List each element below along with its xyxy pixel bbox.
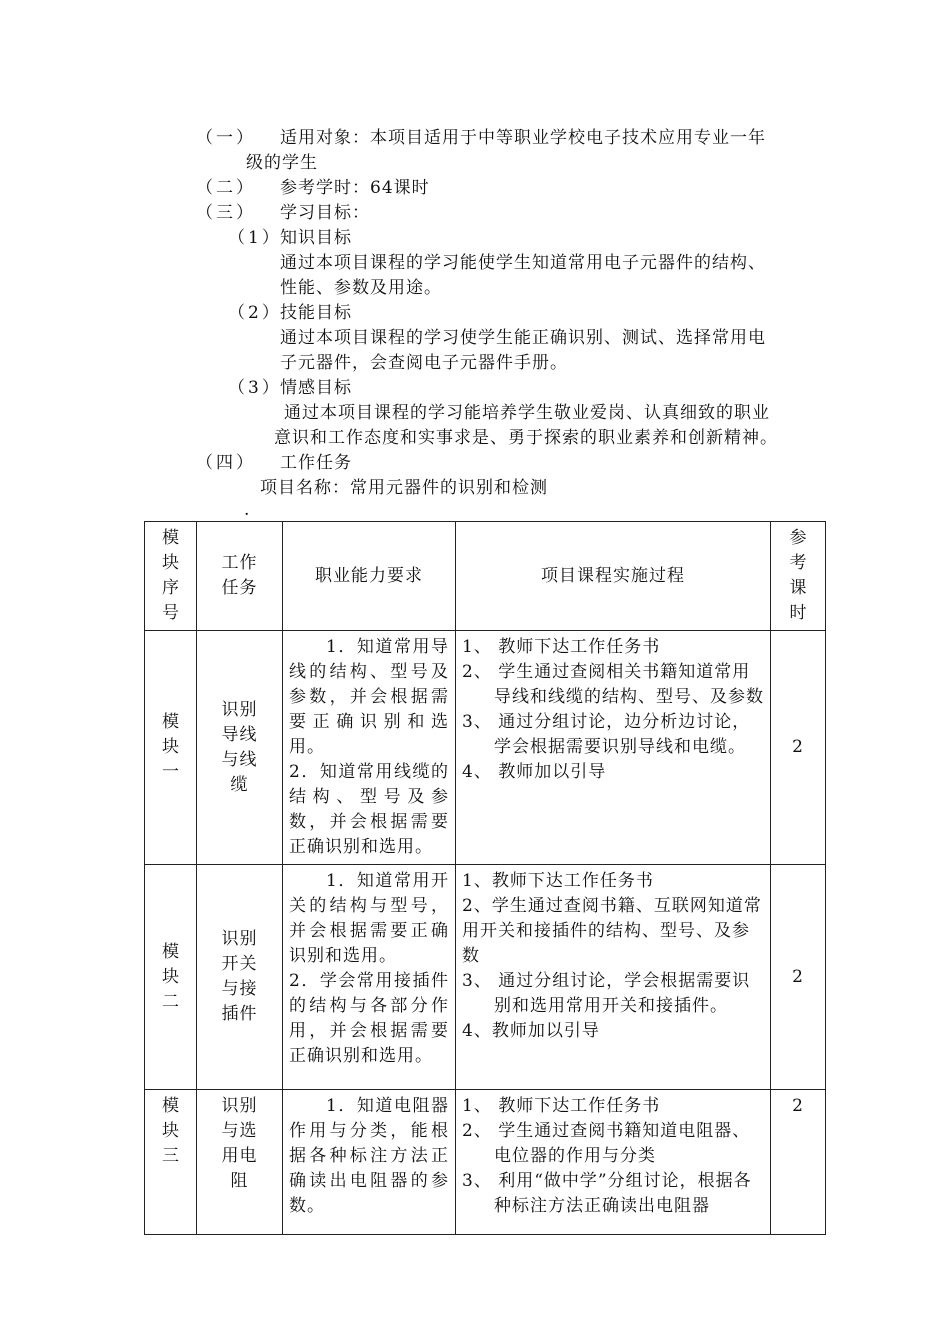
goal-3-line-2: 意识和工作态度和实事求是、勇于探索的职业素养和创新精神。 [274, 428, 778, 448]
goal-2-title: 技能目标 [280, 303, 352, 323]
goal-3-line-1: 通过本项目课程的学习能培养学生敬业爱岗、认真细致的职业 [284, 403, 770, 423]
section-1-number: （一） [196, 128, 256, 148]
header-process: 项目课程实施过程 [456, 522, 771, 631]
requirements-cell [283, 1090, 456, 1235]
process-step: 4、教师加以引导 [462, 1021, 600, 1041]
section-2-number: （二） [196, 178, 256, 198]
module-cell: 模块一 [145, 631, 197, 865]
process-step: 3、 通过分组讨论，学会根据需要识别和选用常用开关和接插件。 [462, 971, 751, 1016]
table-header-row [145, 522, 826, 631]
process-step: 2、 学生通过查阅相关书籍知道常用导线和线缆的结构、型号、及参数 [462, 662, 764, 707]
section-3-number: （三） [196, 203, 256, 223]
hours-cell: 2 [771, 631, 826, 865]
process-step: 2、 学生通过查阅书籍知道电阻器、电位器的作用与分类 [462, 1121, 751, 1166]
process-step: 2、学生通过查阅书籍、互联网知道常用开关和接插件的结构、型号、及参数 [462, 896, 762, 966]
table-row [145, 631, 826, 865]
process-cell [456, 1090, 771, 1235]
goal-3-title: 情感目标 [280, 378, 352, 398]
goal-3-number: （3） [228, 378, 282, 398]
section-3-text: 学习目标： [280, 203, 370, 223]
process-step: 3、 利用“做中学”分组讨论，根据各种标注方法正确读出电阻器 [462, 1171, 752, 1216]
requirement-item: 1．知道电阻器作用与分类，能根据各种标注方法正确读出电阻器的参数。 [289, 1096, 449, 1216]
header-hours: 参考课时 [771, 522, 826, 631]
requirement-item: 2．学会常用接插件的结构与各部分作用，并会根据需要正确识别和选用。 [289, 971, 449, 1066]
header-requirements: 职业能力要求 [283, 522, 456, 631]
header-task: 工作任务 [197, 522, 283, 631]
task-cell: 识别开关与接插件 [197, 865, 283, 1090]
table-row [145, 865, 826, 1090]
process-cell [456, 865, 771, 1090]
goal-2-line-2: 子元器件，会查阅电子元器件手册。 [280, 353, 568, 373]
task-cell: 识别与选用电阻 [197, 1090, 283, 1235]
task-cell: 识别导线与线缆 [197, 631, 283, 865]
requirements-cell [283, 631, 456, 865]
process-step: 1、 教师下达工作任务书 [462, 637, 661, 657]
section-2-text: 参考学时：64课时 [280, 178, 430, 198]
section-4-number: （四） [196, 453, 256, 473]
goal-1-title: 知识目标 [280, 228, 352, 248]
section-1-text: 适用对象：本项目适用于中等职业学校电子技术应用专业一年 [280, 128, 766, 148]
hours-cell: 2 [771, 1090, 826, 1235]
hours-cell: 2 [771, 865, 826, 1090]
goal-1-line-2: 性能、参数及用途。 [280, 278, 442, 298]
process-step: 1、教师下达工作任务书 [462, 871, 654, 891]
process-cell [456, 631, 771, 865]
process-step: 4、 教师加以引导 [462, 762, 607, 782]
stray-dot: . [244, 500, 250, 520]
requirements-cell [283, 865, 456, 1090]
goal-1-line-1: 通过本项目课程的学习能使学生知道常用电子元器件的结构、 [280, 253, 766, 273]
goal-2-number: （2） [228, 303, 282, 323]
process-step: 1、 教师下达工作任务书 [462, 1096, 661, 1116]
process-step: 3、 通过分组讨论，边分析边讨论，学会根据需要识别导线和电缆。 [462, 712, 751, 757]
goal-2-line-1: 通过本项目课程的学习使学生能正确识别、测试、选择常用电 [280, 328, 766, 348]
requirement-item: 1．知道常用导线的结构、型号及参数，并会根据需要正确识别和选用。 [289, 637, 449, 757]
requirement-item: 1．知道常用开关的结构与型号，并会根据需要正确识别和选用。 [289, 871, 449, 966]
requirement-item: 2．知道常用线缆的结构、型号及参数，并会根据需要正确识别和选用。 [289, 762, 449, 857]
section-1-continuation: 级的学生 [246, 153, 318, 173]
goal-1-number: （1） [228, 228, 282, 248]
task-table [144, 521, 826, 1235]
module-cell: 模块三 [145, 1090, 197, 1235]
module-cell: 模块二 [145, 865, 197, 1090]
header-module: 模块序号 [145, 522, 197, 631]
table-row [145, 1090, 826, 1235]
section-4-text: 工作任务 [280, 453, 352, 473]
project-name: 项目名称：常用元器件的识别和检测 [260, 478, 548, 498]
